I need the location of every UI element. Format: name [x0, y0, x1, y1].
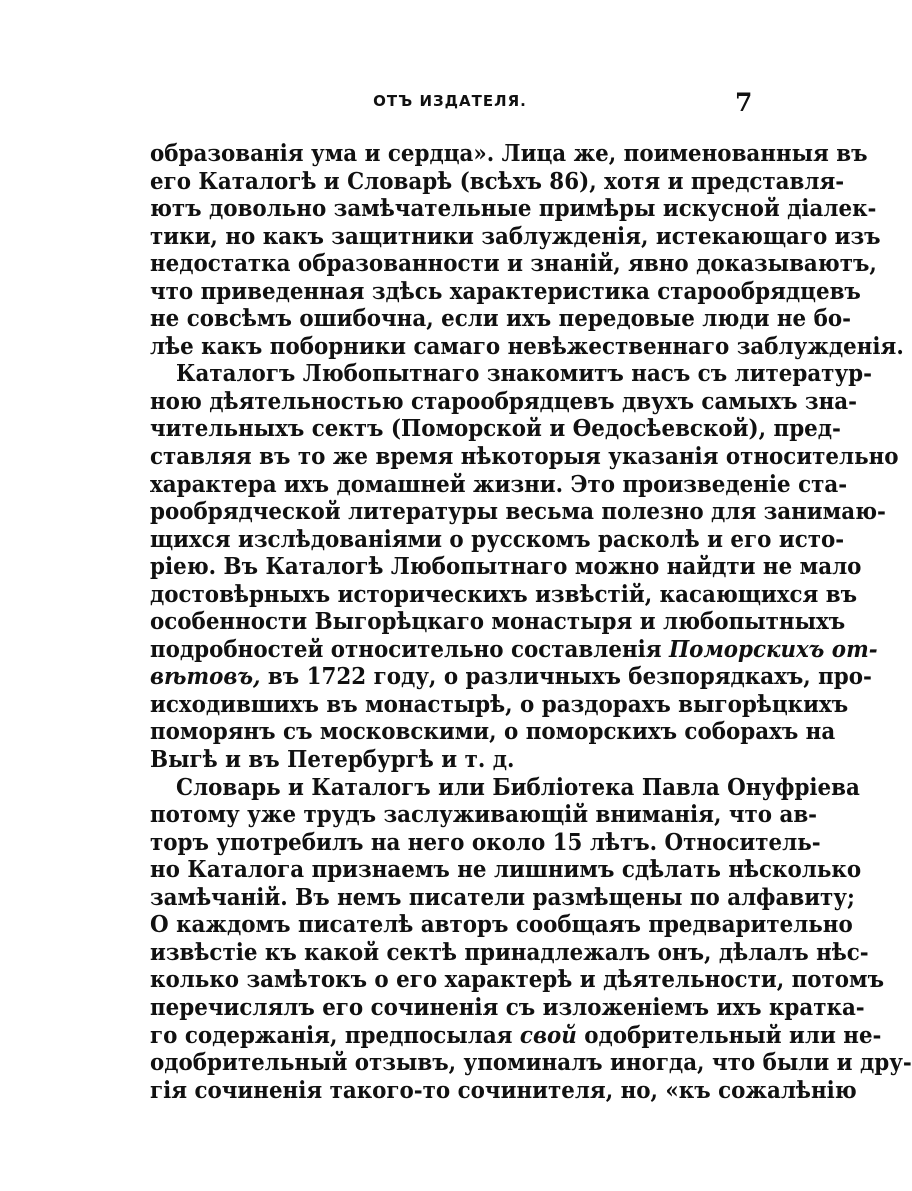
- text-line: его Каталогѣ и Словарѣ (всѣхъ 86), хотя и представля-: [150, 167, 845, 195]
- text-line: тики, но какъ защитники заблужденія, истекающаго изъ: [150, 222, 881, 250]
- text-line: щихся изслѣдованіями о русскомъ расколѣ и его исто-: [150, 525, 845, 553]
- text-line: недостатка образованности и знаній, явно доказываютъ,: [150, 250, 877, 278]
- text-segment: одобрительный или не-: [576, 1021, 882, 1049]
- text-line: [150, 1021, 882, 1050]
- text-segment: въ 1722 году, о различныхъ безпорядкахъ, про-: [260, 663, 872, 691]
- text-line: О каждомъ писателѣ авторъ сообщаяъ предварительно: [150, 911, 853, 939]
- text-line: что приведенная здѣсь характеристика старообрядцевъ: [150, 277, 861, 305]
- text-line: торъ употребилъ на него около 15 лѣтъ. Относитель-: [150, 828, 821, 856]
- text-segment: го содержанія, предпосылая: [150, 1021, 520, 1049]
- text-line: ютъ довольно замѣчательные примѣры искусной діалек-: [150, 195, 877, 223]
- text-line: но Каталога признаемъ не лишнимъ сдѣлать нѣсколько: [150, 856, 862, 884]
- text-line: чительныхъ сектъ (Поморской и Ѳедосѣевской), пред-: [150, 415, 841, 443]
- text-line: ставляя въ то же время нѣкоторыя указанія относительно: [150, 443, 899, 471]
- text-line: колько замѣтокъ о его характерѣ и дѣятельности, потомъ: [150, 966, 885, 994]
- text-line: Выгѣ и въ Петербургѣ и т. д.: [150, 746, 515, 774]
- text-segment: подробностей относительно составленія: [150, 635, 669, 663]
- text-line: характера ихъ домашней жизни. Это произведеніе ста-: [150, 470, 848, 498]
- text-line: не совсѣмъ ошибочна, если ихъ передовые люди не бо-: [150, 305, 852, 333]
- page-number: 7: [735, 88, 753, 117]
- text-line: исходившихъ въ монастырѣ, о раздорахъ выгорѣцкихъ: [150, 690, 849, 718]
- text-line: лѣе какъ поборники самаго невѣжественнаго заблужденія.: [150, 332, 904, 360]
- text-line: перечислялъ его сочиненія съ изложеніемъ ихъ кратка-: [150, 993, 865, 1021]
- italic-title: Поморскихъ от-: [668, 635, 878, 663]
- text-line: потому уже трудъ заслуживающій вниманія, что ав-: [150, 801, 818, 829]
- italic-title: вѣтовъ,: [150, 663, 261, 691]
- text-line: рообрядческой литературы весьма полезно для занимаю-: [150, 498, 886, 526]
- text-line: особенности Выгорѣцкаго монастыря и любопытныхъ: [150, 608, 846, 636]
- italic-word: свой: [519, 1021, 577, 1049]
- text-line: ною дѣятельностью старообрядцевъ двухъ самыхъ зна-: [150, 387, 857, 415]
- paragraph-first-line: Словарь и Каталогъ или Библіотека Павла Онуфріева: [176, 773, 860, 801]
- text-line: [150, 663, 872, 691]
- running-title: ОТЪ ИЗДАТЕЛЯ.: [373, 92, 527, 110]
- paragraph-first-line: Каталогъ Любопытнаго знакомитъ насъ съ литератур-: [176, 360, 872, 388]
- text-line: извѣстіе къ какой сектѣ принадлежалъ онъ, дѣлалъ нѣс-: [150, 938, 869, 966]
- text-line: одобрительный отзывъ, упоминалъ иногда, что были и дру-: [150, 1049, 912, 1077]
- text-line: образованія ума и сердца». Лица же, поименованныя въ: [150, 140, 868, 167]
- text-line: ріею. Въ Каталогѣ Любопытнаго можно найдти не мало: [150, 553, 862, 581]
- text-line: достовѣрныхъ историческихъ извѣстій, касающихся въ: [150, 580, 858, 608]
- text-line: гія сочиненія такого-то сочинителя, но, «къ сожалѣнію: [150, 1076, 857, 1104]
- text-line: поморянъ съ московскими, о поморскихъ соборахъ на: [150, 718, 836, 746]
- text-line: [150, 635, 878, 664]
- body-text: [150, 140, 912, 1104]
- text-line: замѣчаній. Въ немъ писатели размѣщены по алфавиту;: [150, 883, 855, 911]
